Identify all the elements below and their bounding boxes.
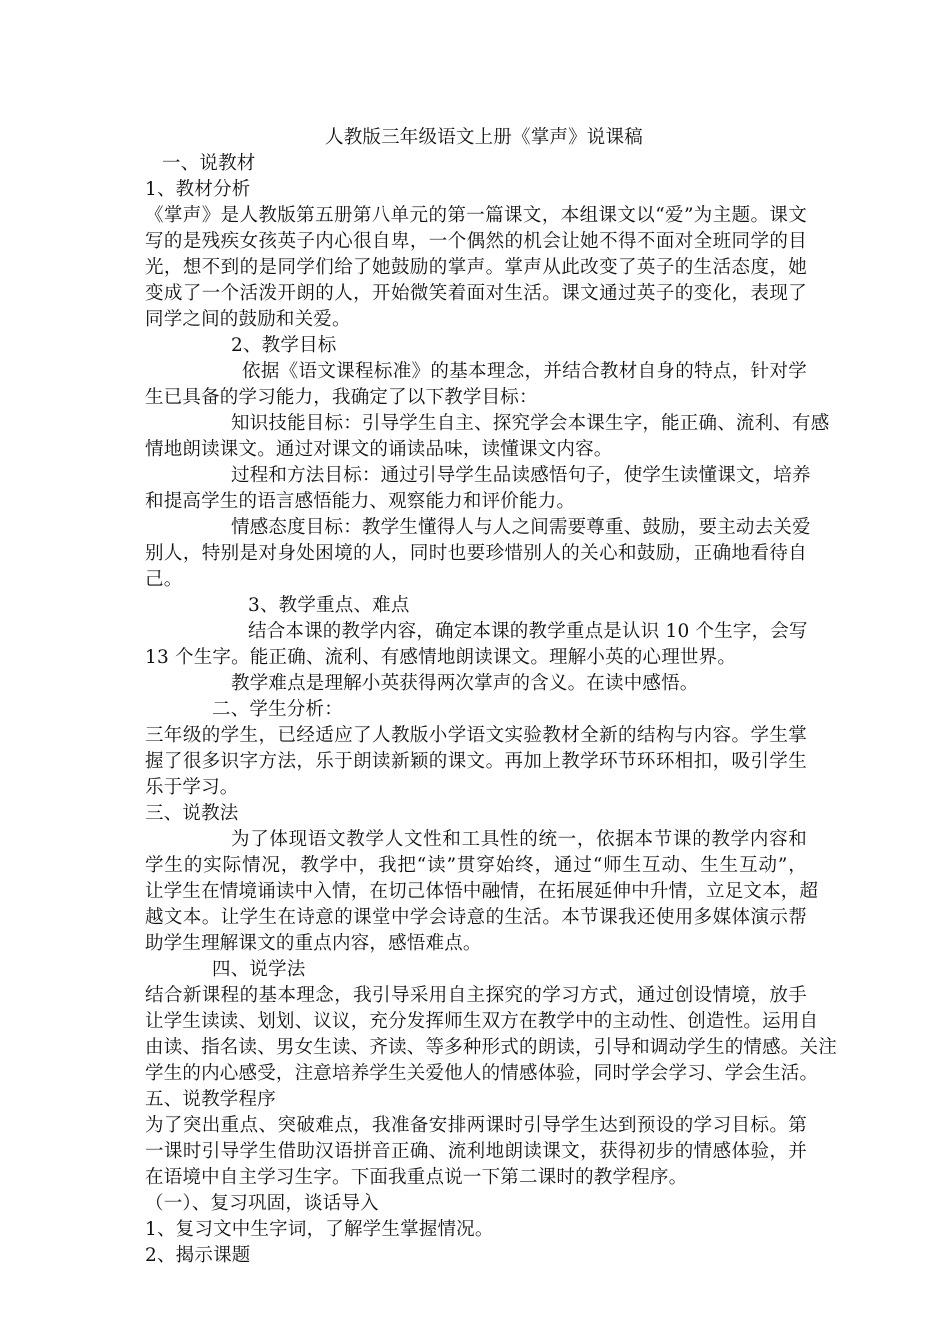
document-title: 人教版三年级语文上册《掌声》说课稿 <box>325 127 643 148</box>
subsection-heading: 2、教学目标 <box>231 335 337 356</box>
paragraph-line: 助学生理解课文的重点内容，感悟难点。 <box>145 933 482 954</box>
section-heading: 五、说教学程序 <box>145 1089 276 1110</box>
paragraph-line: 三年级的学生，已经适应了人教版小学语文实验教材全新的结构与内容。学生掌 <box>145 725 807 746</box>
section-heading: 三、说教法 <box>145 803 239 824</box>
paragraph-line: 过程和方法目标：通过引导学生品读感悟句子，使学生读懂课文，培养 <box>231 465 811 486</box>
paragraph-line: 依据《语文课程标准》的基本理念，并结合教材自身的特点，针对学 <box>242 361 807 382</box>
paragraph-line: 情感态度目标：教学生懂得人与人之间需要尊重、鼓励，要主动去关爱 <box>231 517 811 538</box>
paragraph-line: 和提高学生的语言感悟能力、观察能力和评价能力。 <box>145 491 576 512</box>
paragraph-line: 学生的实际情况，教学中，我把“读”贯穿始终，通过“师生互动、生生互动”， <box>145 855 807 876</box>
paragraph-line: 一课时引导学生借助汉语拼音正确、流利地朗读课文，获得初步的情感体验，并 <box>145 1141 807 1162</box>
paragraph-line: 结合本课的教学内容，确定本课的教学重点是认识 10 个生字，会写 <box>248 621 808 642</box>
paragraph-line: 为了体现语文教学人文性和工具性的统一，依据本节课的教学内容和 <box>231 829 807 850</box>
paragraph-line: 2、揭示课题 <box>145 1245 251 1266</box>
paragraph-line: 为了突出重点、突破难点，我准备安排两课时引导学生达到预设的学习目标。第 <box>145 1115 807 1136</box>
paragraph-line: 变成了一个活泼开朗的人，开始微笑着面对生活。课文通过英子的变化，表现了 <box>145 283 807 304</box>
paragraph-line: 由读、指名读、男女生读、齐读、等多种形式的朗读，引导和调动学生的情感。关注 <box>145 1037 837 1058</box>
section-heading: 二、学生分析： <box>212 699 343 720</box>
paragraph-line: 在语境中自主学习生字。下面我重点说一下第二课时的教学程序。 <box>145 1167 688 1188</box>
paragraph-line: 光，想不到的是同学们给了她鼓励的掌声。掌声从此改变了英子的生活态度，她 <box>145 257 807 278</box>
paragraph-line: 己。 <box>145 569 183 590</box>
paragraph-line: 情地朗读课文。通过对课文的诵读品味，读懂课文内容。 <box>145 439 613 460</box>
paragraph-line: 让学生在情境诵读中入情，在切己体悟中融情，在拓展延伸中升情，立足文本，超 <box>145 881 819 902</box>
paragraph-line: 学生的内心感受，注意培养学生关爱他人的情感体验，同时学会学习、学会生活。 <box>145 1063 819 1084</box>
subsection-heading: （一）、复习巩固，谈话导入 <box>145 1193 379 1214</box>
paragraph-line: 写的是残疾女孩英子内心很自卑，一个偶然的机会让她不得不面对全班同学的目 <box>145 231 807 252</box>
paragraph-line: 教学难点是理解小英获得两次掌声的含义。在读中感悟。 <box>231 673 699 694</box>
section-heading: 四、说学法 <box>212 959 306 980</box>
subsection-heading: 3、教学重点、难点 <box>248 595 410 616</box>
paragraph-line: 别人，特别是对身处困境的人，同时也要珍惜别人的关心和鼓励，正确地看待自 <box>145 543 807 564</box>
paragraph-line: 生已具备的学习能力，我确定了以下教学目标： <box>145 387 538 408</box>
paragraph-line: 让学生读读、划划、议议，充分发挥师生双方在教学中的主动性、创造性。运用自 <box>145 1011 819 1032</box>
paragraph-line: 1、复习文中生字词，了解学生掌握情况。 <box>145 1219 494 1240</box>
paragraph-line: 乐于学习。 <box>145 777 239 798</box>
paragraph-line: 越文本。让学生在诗意的课堂中学会诗意的生活。本节课我还使用多媒体演示帮 <box>145 907 807 928</box>
paragraph-line: 知识技能目标：引导学生自主、探究学会本课生字，能正确、流利、有感 <box>231 413 830 434</box>
paragraph-line: 握了很多识字方法，乐于朗读新颖的课文。再加上教学环节环环相扣，吸引学生 <box>145 751 807 772</box>
paragraph-line: 13 个生字。能正确、流利、有感情地朗读课文。理解小英的心理世界。 <box>145 647 737 668</box>
paragraph-line: 结合新课程的基本理念，我引导采用自主探究的学习方式，通过创设情境，放手 <box>145 985 807 1006</box>
paragraph-line: 同学之间的鼓励和关爱。 <box>145 309 351 330</box>
subsection-heading: 1、教材分析 <box>145 179 251 200</box>
paragraph-line: 《掌声》是人教版第五册第八单元的第一篇课文，本组课文以“爱”为主题。课文 <box>145 205 807 226</box>
section-heading: 一、说教材 <box>162 153 256 174</box>
